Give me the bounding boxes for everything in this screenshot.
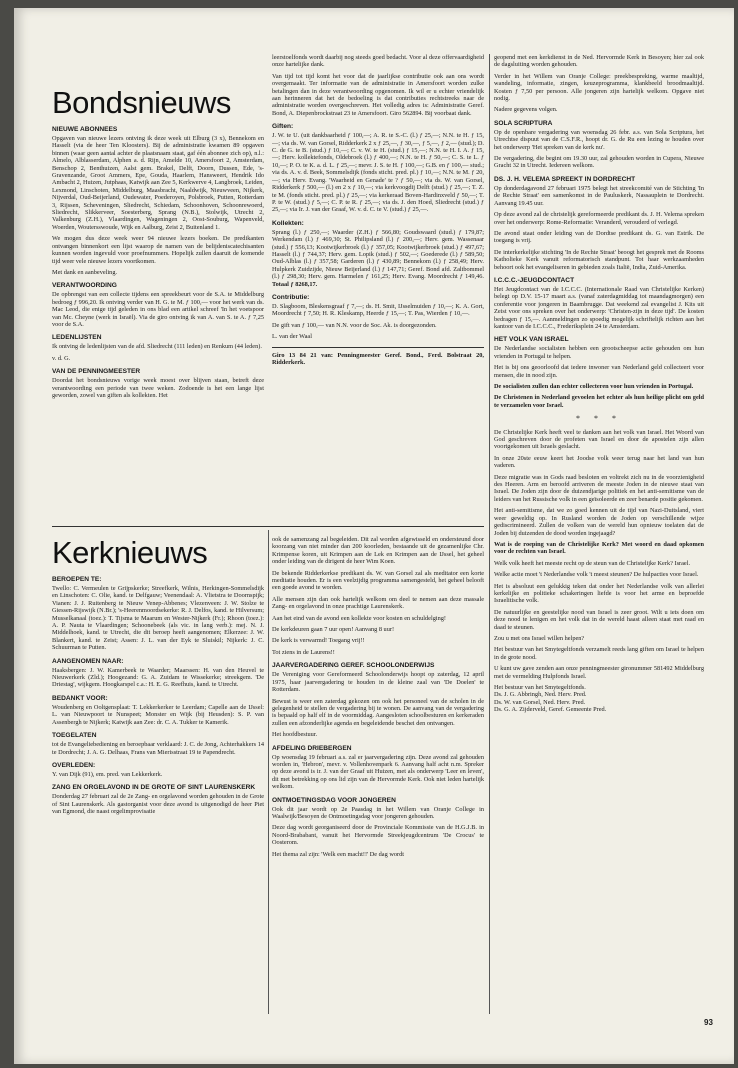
section-paragraph: Het thema zal zijn: 'Welk een macht!!' De dag wordt (272, 850, 405, 858)
section-paragraph: De Vereniging voor Gereformeerd Schoolonderwijs hoopt op zaterdag, 12 april 1975, haar jaarvergadering te houden in de kleine zaal van 'De Doelen' te Rotterdam. (272, 671, 484, 694)
section-heading: NIEUWE ABONNEES (52, 126, 118, 133)
bondsnieuws-title: Bondsnieuws (52, 86, 231, 120)
section-paragraph: Op woensdag 19 februari a.s. zal er jaarvergadering zijn. Deze avond zal gehouden worden in, 'Hebron', mevr. v. Vollenhovenpark 6. Aanvang half acht n.m. Spreker op deze avond is ir. J. van der Graaf uit Huizen, met als onderwerp 'Leer en leven', dit met betrekking op ons lid zijn van de Hervormde Kerk. Ook niet leden hartelijk welkom. (272, 753, 484, 791)
penningmeester-paragraph: Van tijd tot tijd komt het voor dat de jaarlijkse contributie ook aan ons wordt overgemaakt. Ter informatie van de administratie in Amersfoort worden zulke betalingen dan in deze verantwoording opgenomen. Ik wil er u echter vriendelijk aan herinneren dat het de bedoeling is dat contributies rechtstreeks naar de administratie worden overgeschreven. Het volledig adres is: Administratie Geref. Bond, A. Diepenbrockstraat 23 te Amersfoort. Giro 562894. Bij voorbaat dank. (272, 72, 484, 117)
section-paragraph: Donderdag 27 februari zal de 2e Zang- en orgelavond worden gehouden in de Grote of Sint Laurenskerk. Als gastorganist voor deze avond is uitgenodigd de heer Piet van Egmond, die naast orgelimprovisatie (52, 793, 264, 816)
section-paragraph: Op donderdagavond 27 februari 1975 belegt het streekcomité van de Stichting 'In de Rechte Straat' een samenkomst in de Pauluskerk, Nassauplein te Dordrecht. Aanvang 19.45 uur. (494, 184, 704, 207)
section-paragraph: Woudenberg en Ooltgensplaat: T. Lekkerkerker te Leerdam; Capelle aan de IJssel: L. van Nieuwpoort te Nunspeet; Monster en Wijk (bij Heusden): S. P. van Assenbergh te Nijkerk; Katwijk aan Zee: dr. C. A. Tukker te Kamerik. (52, 703, 264, 726)
kerknieuws-column (52, 536, 264, 1014)
section-paragraph: Opgaven van nieuwe lezers ontving ik deze week uit Elburg (3 x), Bennekom en Hasselt (via de heer Ten Kloosters). Bij de administratie kwamen 89 opgaven binnen (waar geen aantal achter de plaatsnaam staat, gaf één abonnee zich op), n.l.: Almelo, Alblasserdam, Alphen a. d. Rijn, Amelde 10, Amersfoort 2, Amsterdam, Benschop 2, Benthuizen, Aalst gem. Brakel, Delft, Doorn, Dussen, Ede, 's-Gravenzande, Groot Ammers, Epe, Gouda, Haarlem, Hansweert, Hendrik Ido Ambacht 2, Huizen, Jutphaas, Katwijk aan Zee 5, Kerkwerve 4, Langbroek, Leiden, Lexmond, Linschoten, Middelburg, Maasbracht, Naaldwijk, Nieuwveen, Nijkerk, Nijverdal, Oud-Beijerland, Oudewater, Poederoyen, Polsbroek, Putten, Rotterdam 3, Rijssen, Scheveningen, Sliedrecht, Schiedam, Schoonhoven, Schoonrewoerd, Sliedrecht, Slikkerveer, Soesterberg, Sprang (N.B.), Stolwijk, Utrecht 2, Valkenburg (Z.H.), Vlaardingen, Wageningen 2, Oost-Souburg, Wapenveld, Woerden, Woutersswoude, Wijk en Aalburg, Zeist 2, Buitenland 1. (52, 135, 264, 231)
right-column (494, 54, 704, 1016)
penningmeester-signature: L. van der Waal (272, 333, 312, 341)
section-paragraph: De vergadering, die begint om 19.30 uur, zal gehouden worden in Cupera, Nieuwe Gracht 32 in Utrecht. Iedereen welkom. (494, 155, 704, 170)
israel-paragraph: Wat is de roeping van de Christelijke Kerk? Met woord en daad opkomen voor de rechten van Israel. (494, 540, 704, 556)
board-member: Het bestuur van het Smytegeltfonds. (494, 684, 586, 691)
section-heading: BEROEPEN TE: (52, 576, 102, 583)
israel-paragraph: Het anti-semitisme, dat we zo goed kennen uit de tijd van Nazi-Duitsland, viert weer geweldig op. In Rusland worden de Joden op verschillende wijze gediscrimineerd. Zullen de volken van de wereld hun opnieuw toelaten dat de Joden bij duizenden de dood worden ingejaagd? (494, 507, 704, 537)
section-paragraph: Bewust is weer een zaterdag gekozen om ook het personeel van de scholen in de gelegenheid te stellen de vergadering bij te wonen. De aanvang van de vergadering is bepaald op half elf in de voormiddag. Aangesloten schoolbesturen en kerkeraden zullen een afzonderlijke agenda en begeleidende beschei den ontvangen. (272, 697, 484, 727)
israel-paragraph: U kunt uw gave zenden aan onze penningmeester gironummer 581492 Middelburg met de vermelding Hulpfonds Israel. (494, 665, 704, 680)
kollekten-heading: Kollekten: (272, 219, 304, 227)
giften-list: J. W. te U. (uit dankbaarheid ƒ 100,—; A. R. te S.-C. (l.) ƒ 25,—; N.N. te H. ƒ 15,—; via ds. W. van Gorsel, Ridderkerk 2 x ƒ 25,—, ƒ 30,—, ƒ 5,—, ƒ 2,— (stud.); D. C. de G. te B. (stud.) ƒ 10,—; C. v. W. te H. (stud.) ƒ 15,—; N.N. te H. I. A. ƒ 15,—; Herv. kollektefonds, Oldebroek (l.) ƒ 400,—; N.N. te H. ƒ 50,—; C. S. te L. ƒ 10,—; P. O. te K. a. d. L. ƒ 25,—; mevr. J. S. te H. ƒ 100,—; G.B. en ƒ 100,— stud.; via ds. A. v. d. Beek, Sommelsdijk (fonds sticht. pred. pl.) ƒ 10,—; N.N. te M. ƒ 20,—; via Herv. Evang. 'Waarheid en Genade' te ? ƒ 50,—; via ds. W. van Gorsel, Ridderkerk ƒ 500,— (l.) en 2 x ƒ 10,—; via kerkvoogdij Delft (stud.) ƒ 25,—; T. Z. te M. (fonds sticht. pred. pl.) ƒ 25,—; via kerkeraad Boven-Hardinxveld ƒ 50,—; T. P. te W. (stud.) ƒ 5,—; C. P. te R. ƒ 25,—; via ds. J. den Hoed, Sliedrecht (stud.) ƒ 25,—; via Ir. J. van der Graaf, W. v. d. C. te V. (stud.) ƒ 25,—. (272, 132, 484, 214)
ontmoetingsdag-note: Nadere gegevens volgen. (494, 106, 558, 114)
section-paragraph: Op deze avond zal de christelijk gereformeerde predikant ds. J. H. Velema spreken over het onderwerp: Rome-Reformatie: Veranderd, verouderd of verlegd. (494, 211, 704, 226)
section-paragraph: Met dank en aanbeveling. (52, 268, 118, 276)
penningmeester-column (272, 54, 484, 520)
section-heading: DS. J. H. VELEMA SPREEKT IN DORDRECHT (494, 175, 636, 183)
penningmeester-closing: De gift van ƒ 100,— van N.N. voor de Soc. Ak. is doorgezonden. (272, 321, 437, 329)
zangavond-paragraph: De kerk is verwarmd! Toegang vrij!! (272, 637, 365, 645)
section-signature: Het hoofdbestuur. (272, 731, 318, 739)
section-paragraph: Y. van Dijk (91), em. pred. van Lekkerkerk. (52, 770, 163, 778)
section-paragraph: Ik ontving de ledenlijsten van de afd. Sliedrecht (111 leden) en Renkum (44 leden). (52, 343, 262, 351)
section-heading: HET VOLK VAN ISRAEL (494, 336, 569, 344)
bondsnieuws-sections (52, 126, 264, 399)
zangavond-paragraph: ook de samenzang zal begeleiden. Dit zal worden afgewisseld en ondersteund door koorzang van niet minder dan 200 koorleden, bestaande uit de gezamenlijke Chr. Krimpense koren, uit Krimpen aan de Lek en Krimpen aan de IJssel, het geheel onder leiding van de dirigent de heer Wim Koen. (272, 536, 484, 566)
middle-sections (272, 662, 484, 858)
kerknieuws-sections (52, 576, 264, 816)
section-heading: AANGENOMEN NAAR: (52, 657, 124, 665)
israel-paragraph: De natuurlijke en geestelijke nood van Israel is zeer groot. Wilt u iets doen om deze nood te lenigen en het volk dat in de wereld haast alleen staat met raad en daad te steunen. (494, 608, 704, 631)
section-heading: JAARVERGADERING GEREF. SCHOOLONDERWIJS (272, 662, 435, 670)
emphasis-line: De socialisten zullen dan echter collecteren voor hun vrienden in Portugal. (494, 383, 694, 390)
israel-paragraph: In onze 20ste eeuw keert het Joodse volk weer terug naar het land van hun vaderen. (494, 454, 704, 470)
section-heading: TOEGELATEN (52, 732, 97, 740)
section-heading: VAN DE PENNINGMEESTER (52, 368, 141, 376)
section-paragraph: De interkerkelijke stichting 'In de Rechte Straat' beoogt het gesprek met de Rooms Katholieke Kerk vanuit reformatorisch standpunt. Tot haar werkzaamheden behoort ook het evangeliseren in gebieden zoals Italië, India, Zuid-Amerika. (494, 248, 704, 271)
section-paragraph: De avond staat onder leiding van de Dordtse predikant ds. G. van Estrik. De toegang is vrij. (494, 229, 704, 245)
section-divider (52, 526, 484, 527)
column-divider (489, 54, 490, 1014)
zangavond-text (272, 536, 484, 656)
section-heading: ZANG EN ORGELAVOND IN DE GROTE OF SINT LAURENSKERK (52, 784, 256, 792)
page-number: 93 (704, 1018, 713, 1027)
section-heading: SOLA SCRIPTURA (494, 119, 553, 127)
smytegelt-board (494, 684, 704, 714)
zangavond-paragraph: Alle mensen zijn dan ook hartelijk welkom om deel te nemen aan deze massale Zang- en orgelavond in onze prachtige Laurenskerk. (272, 595, 484, 611)
zangavond-paragraph: Tot ziens in de Laurens!! (272, 648, 335, 656)
section-paragraph: Haaksbergen: J. W. Kamerbeek te Waarder; Maarssen: H. van den Heuvel te Nieuwerkerk (Zld.); Hoogezand: G. A. Zuidam te Wissekerke; streekgem. 'De Driestag', wijkgem. Hoogkarspel c.a.: H. E. G. Reefhuis, kand. te Utrecht. (52, 666, 264, 689)
right-sections (494, 120, 704, 409)
israel-paragraph: Zou u met ons Israel willen helpen? (494, 634, 585, 642)
section-paragraph: Ook dit jaar wordt op 2e Paasdag in het Willem van Oranje College in Waalwijk/Besoyen de Ontmoetingsdag voor jongeren gehouden. (272, 805, 484, 820)
zangavond-paragraph: Aan het eind van de avond een kollekte voor kosten en schuldelging! (272, 614, 446, 622)
emphasis-line: De Christenen in Nederland gevoelen het echter als hun heilige plicht om geld te verzamelen voor Israel. (494, 394, 704, 409)
israel-text (494, 429, 704, 680)
contributie-list: D. Slagboom, Bleskensgraaf ƒ 7,—; ds. H. Smit, IJsselmuiden ƒ 10,—; K. A. Gort, Moordrecht ƒ 7,50; H. R. Kleskamp, Heerde ƒ 15,—; T. Pas, Wierden ƒ 10,—. (272, 302, 484, 318)
israel-paragraph: Welk volk heeft het meeste recht op de steun van de Christelijke Kerk? Israel. (494, 559, 691, 567)
contributie-heading: Contributie: (272, 293, 310, 301)
ontmoetingsdag-program: Verder in het Willem van Oranje College: preekbespreking, warme maaltijd, wandeling, informatie, zingen, keuzeprogramma, klankbeeld broodmaaltijd. Kosten ƒ 7,50 per persoon. Alle jongeren zijn hartelijk welkom. Opgave niet nodig. (494, 72, 704, 103)
zangavond-paragraph: De kerkdeuren gaan 7 uur open! Aanvang 8 uur! (272, 626, 395, 634)
section-paragraph: tot de Evangeliebediening en beroepbaar verklaard: J. C. de Jong, Achterhakkers 14 te Dordrecht; J. A. G. Delhaas, Frans van Mierisstraat 19 te Papendrecht. (52, 741, 264, 756)
kollekten-list: Sprang (l.) ƒ 250,—; Waarder (Z.H.) ƒ 566,80; Goudswaard (stud.) ƒ 179,87; Werkendam (l.) ƒ 469,30; St. Philipsland (l.) ƒ 200,—; Herv. gem. Wassenaar (stud.) ƒ 556,13; Kootwijkerbroek (l.) ƒ 357,05; Kootwijkerbroek (stud.) ƒ 497,67; Hasselt (l.) ƒ 744,37; Herv. gem. Lopik (stud.) ƒ 502,—; Goederede (l.) ƒ 589,50; Oud-Alblas (l.) ƒ 357,58; Garderen (l.) ƒ 430,89; Bennekom (l.) ƒ 258,49; Herv. Hulpkerk Zuidzijde, Nieuw Beijerland (l.) ƒ 147,71; Geref. Bond afd. Zaltbommel (l.) ƒ 298,30; Herv. gem. Harmelen ƒ 161,25; Herv. Evang. Moordrecht ƒ 149,46. Totaal ƒ 8268,17. (272, 228, 484, 288)
board-member: Ds. J. G. Abbringh, Ned. Herv. Pred. (494, 691, 587, 699)
column-divider (268, 530, 269, 1014)
giro-note: Giro 13 84 21 van: Penningmeester Geref. Bond., Ferd. Bolstraat 20, Ridderkerk. (272, 351, 484, 366)
section-separator-stars: * * * (576, 414, 622, 424)
penningmeester-paragraph: leerstoelfonds wordt daarbij nog steeds goed bedacht. Voor al deze offervaardigheid onze hartelijke dank. (272, 54, 484, 69)
bondsnieuws-column (52, 86, 264, 518)
board-member: Ds. G. A. Zijderveld, Geref. Gemeente Pred. (494, 706, 607, 714)
israel-paragraph: Het is absoluut een gelukkig teken dat onder het Nederlandse volk van allerlei kerkelijke en politieke schakeringen liefde is voor het arme en beproefde Israelitische volk. (494, 582, 704, 605)
section-paragraph: Doordat het bondsnieuws vorige week moest over blijven staan, betreft deze verantwoording een periode van twee weken. Zodoende is het een lange lijst geworden, zowel van giften als kollekten. Het (52, 377, 264, 399)
section-heading: LEDENLIJSTEN (52, 334, 102, 342)
giften-heading: Giften: (272, 123, 294, 131)
section-heading: ONTMOETINGSDAG VOOR JONGEREN (272, 796, 396, 804)
israel-paragraph: Welke actie moet 't Nederlandse volk 't meest steunen? De hulpacties voor Israel. (494, 571, 699, 579)
zangavond-paragraph: De bekende Ridderkerkse predikant ds. W. van Gorsel zal als meditator een korte meditatie houden. Er is een veelzijdig programma samengesteld, het geheel belooft een goede avond te worden. (272, 569, 484, 592)
section-paragraph: De Nederlandse socialisten hebben een grootscheepse actie gehouden om hun vrienden in Portugal te helpen. (494, 345, 704, 360)
section-paragraph: Deze dag wordt georganiseerd door de Provinciale Kommissie van de H.G.J.B. in Noord-Brababant, vanuit het Hervormde Streekjeugdcentrum 'De Crocus' te Oosterom. (272, 824, 484, 847)
section-heading: I.C.C.C.-JEUGDCONTACT (494, 276, 575, 284)
section-heading: BEDANKT VOOR: (52, 694, 108, 702)
section-signature: v. d. G. (52, 354, 71, 362)
section-paragraph: De opbrengst van een collecte tijdens een spreekbeurt voor de S.A. te Middelburg bedroeg ƒ 996,20. Ik ontving verder van H. G. te M. ƒ 100,— voor het werk van ds. Mac Leod, die enige tijd geleden in ons blad een artikel schreef 'In het voetspoor van Mc. Cheyne (werk in Israël). Via de giro ontving ik van A. van S. te A. ƒ 7,25 voor de S.A. (52, 291, 264, 328)
section-paragraph: We mogen dus deze week weer 94 nieuwe lezers boeken. De predikanten ontvangen binnenkort een lijst waarop de namen van de belijdeniscatechisanten kunnen worden ingevuld voor proefnummers. Hopelijk zullen daaruit de komende tijd weer vele nieuwe lezers voortkomen. (52, 235, 264, 265)
section-heading: VERANTWOORDING (52, 282, 117, 290)
section-paragraph: Op de openbare vergadering van woensdag 26 febr. a.s. van Sola Scriptura, het Utrechtse dispuut van de C.S.F.R., hoopt dr. G. de Ru een lezing te houden over het onderwerp 'Het spreken van de kerk nu'. (494, 128, 704, 151)
middle-column (272, 536, 484, 1014)
section-heading: OVERLEDEN: (52, 761, 96, 769)
ontmoetingsdag-continuation: geopend met een kerkdienst in de Ned. Hervormde Kerk in Besoyen; hier zal ook de dagsluiting worden gehouden. (494, 54, 704, 69)
section-paragraph: Het Jeugdcontact van de I.C.C.C. (Internationale Raad van Christelijke Kerken) belegt op D.V. 15-17 maart a.s. (vanaf zaterdagmiddag tot maandagmorgen) een conferentie voor jongeren in Baambrugge. Dat weekend zal evangelist J. Kits uit Zeist voor ons spreken over het onderwerp: 'Christen-zijn in deze tijd'. De kosten bedragen ƒ 15,—. Aanmeldingen zo spoedig mogelijk schriftelijk richten aan het kantoor van de I.C.C.C., Frederiksplein 24 te Amsterdam. (494, 285, 704, 330)
section-paragraph: Het is bij ons geoorloofd dat iedere inwoner van Nederland geld collecteert voor mensen, die in nood zijn. (494, 364, 704, 379)
section-heading: AFDELING DRIEBERGEN (272, 744, 352, 752)
kollekten-total: Totaal ƒ 8268,17. (272, 280, 318, 288)
israel-paragraph: De Christelijke Kerk heeft veel te danken aan het volk van Israel. Het Woord van God geschreven door de profeten van Israel en door de apostelen zijn allen voortgekomen uit Israels geslacht. (494, 428, 704, 451)
israel-paragraph: Het bestuur van het Smytegeltfonds verzamelt reeds lang giften om Israel te helpen in de grote nood. (494, 646, 704, 661)
israel-paragraph: Deze migratie was in Gods raad besloten en voltrekt zich nu in de voorzienigheid des Heeren. Arm en beroofd arriveren de meeste Joden in de nieuwe staat van Israel. De Joden zijn door de duizendjarige politiek en het anti-semitisme van de leiders van het Russische volk in een geïsoleerde en zeer benarde positie gekomen. (494, 473, 704, 503)
kerknieuws-title: Kerknieuws (52, 536, 208, 570)
board-member: Ds. W. van Gorsel, Ned. Herv. Pred. (494, 698, 586, 706)
section-paragraph: Twello: C. Vermeulen te Grijpskerke; Streefkerk, Wilnis, Herkingen-Sommelsdijk en Linschoten: C. Olie, kand. te Delfgauw; Veenendaal: A. Vlietstra te Doornspijk; Vianen: J. J. Ruitenberg te Nieuw Venep-Abbenes; Vlezenveen: J. W. Stolze te Giessen-Rijswijk (N.Br.); 's-Heerenmoordsekerke: R. J. Delfos, kand. te Hilversum; Musselkanaal (toez.): T. Tijsma te Maarum en Wester-Nijkerk (Fr.); Rhoon (toez.): A. P. Nauta te Vlaardingen; Schoonebeek (als vic. in lang verb.): mej. N. J. Middelhoek, kand. te Utrecht, die dit beroep heeft aangenomen; Elkerzee: J. W. Blankert, kand. te Zeist; Assen: J. L. van der Eyk te Sluiskil; Nijkerk: J. C. Schuurman te Putten. (52, 585, 264, 652)
